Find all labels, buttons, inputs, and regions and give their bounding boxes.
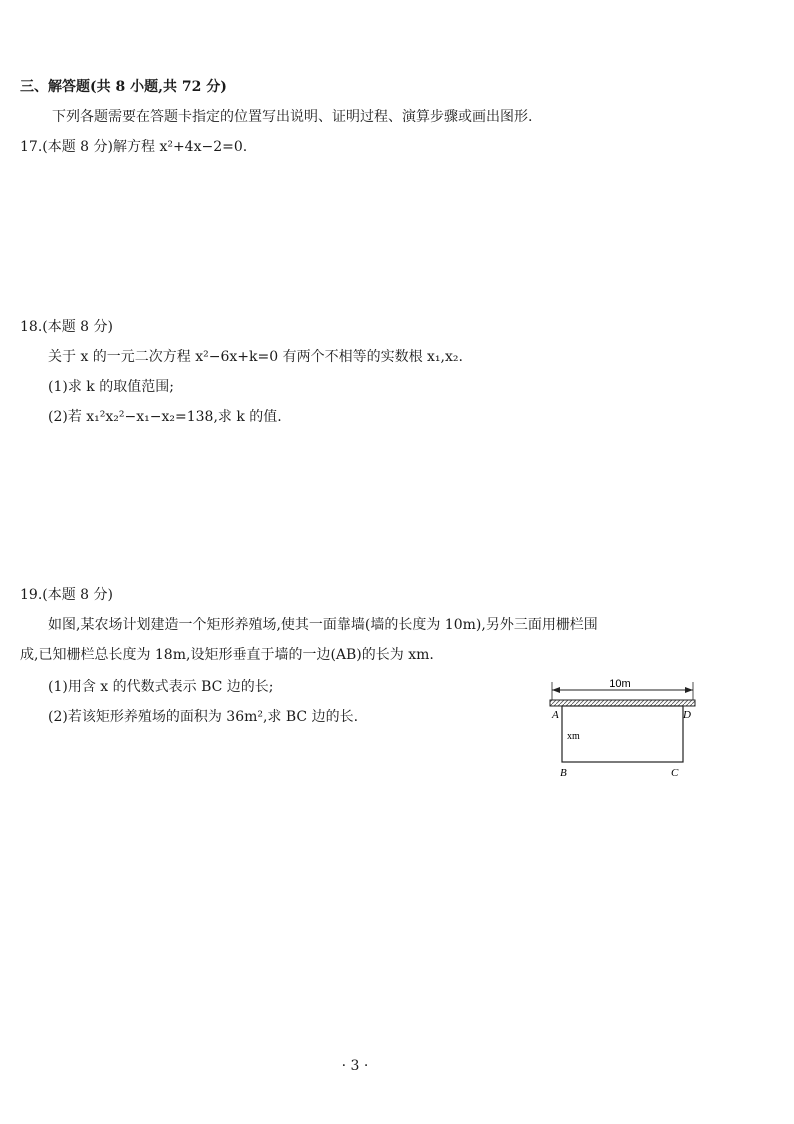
vertex-C-label: C: [671, 767, 679, 779]
section-instruction: 下列各题需要在答题卡指定的位置写出说明、证明过程、演算步骤或画出图形.: [52, 109, 533, 125]
rectangle-ABCD: [562, 706, 683, 762]
question-18-stem: 关于 x 的一元二次方程 x²−6x+k=0 有两个不相等的实数根 x₁,x₂.: [48, 349, 463, 365]
question-18-header: 18.(本题 8 分): [20, 319, 113, 335]
wall-length-label: 10m: [609, 678, 631, 690]
question-18-part2: (2)若 x₁²x₂²−x₁−x₂=138,求 k 的值.: [48, 409, 282, 425]
vertex-A-label: A: [552, 709, 559, 721]
question-19-part2: (2)若该矩形养殖场的面积为 36m²,求 BC 边的长.: [48, 709, 359, 725]
side-length-label: xm: [567, 731, 580, 742]
vertex-D-label: D: [683, 709, 691, 721]
arrowhead-left-icon: [552, 687, 560, 693]
farm-rectangle-figure: [540, 672, 710, 787]
question-18-part1: (1)求 k 的取值范围;: [48, 379, 174, 395]
question-19-stem-line1: 如图,某农场计划建造一个矩形养殖场,使其一面靠墙(墙的长度为 10m),另外三面用栅栏围: [48, 617, 598, 633]
question-19-header: 19.(本题 8 分): [20, 587, 113, 603]
wall: [550, 700, 695, 706]
arrowhead-right-icon: [685, 687, 693, 693]
vertex-B-label: B: [560, 767, 567, 779]
page-number: · 3 ·: [341, 1058, 369, 1074]
question-17: 17.(本题 8 分)解方程 x²+4x−2=0.: [20, 139, 248, 155]
question-19-part1: (1)用含 x 的代数式表示 BC 边的长;: [48, 679, 274, 695]
section-title: 三、解答题(共 8 小题,共 72 分): [20, 79, 227, 95]
question-19-stem-line2: 成,已知栅栏总长度为 18m,设矩形垂直于墙的一边(AB)的长为 xm.: [20, 647, 434, 663]
